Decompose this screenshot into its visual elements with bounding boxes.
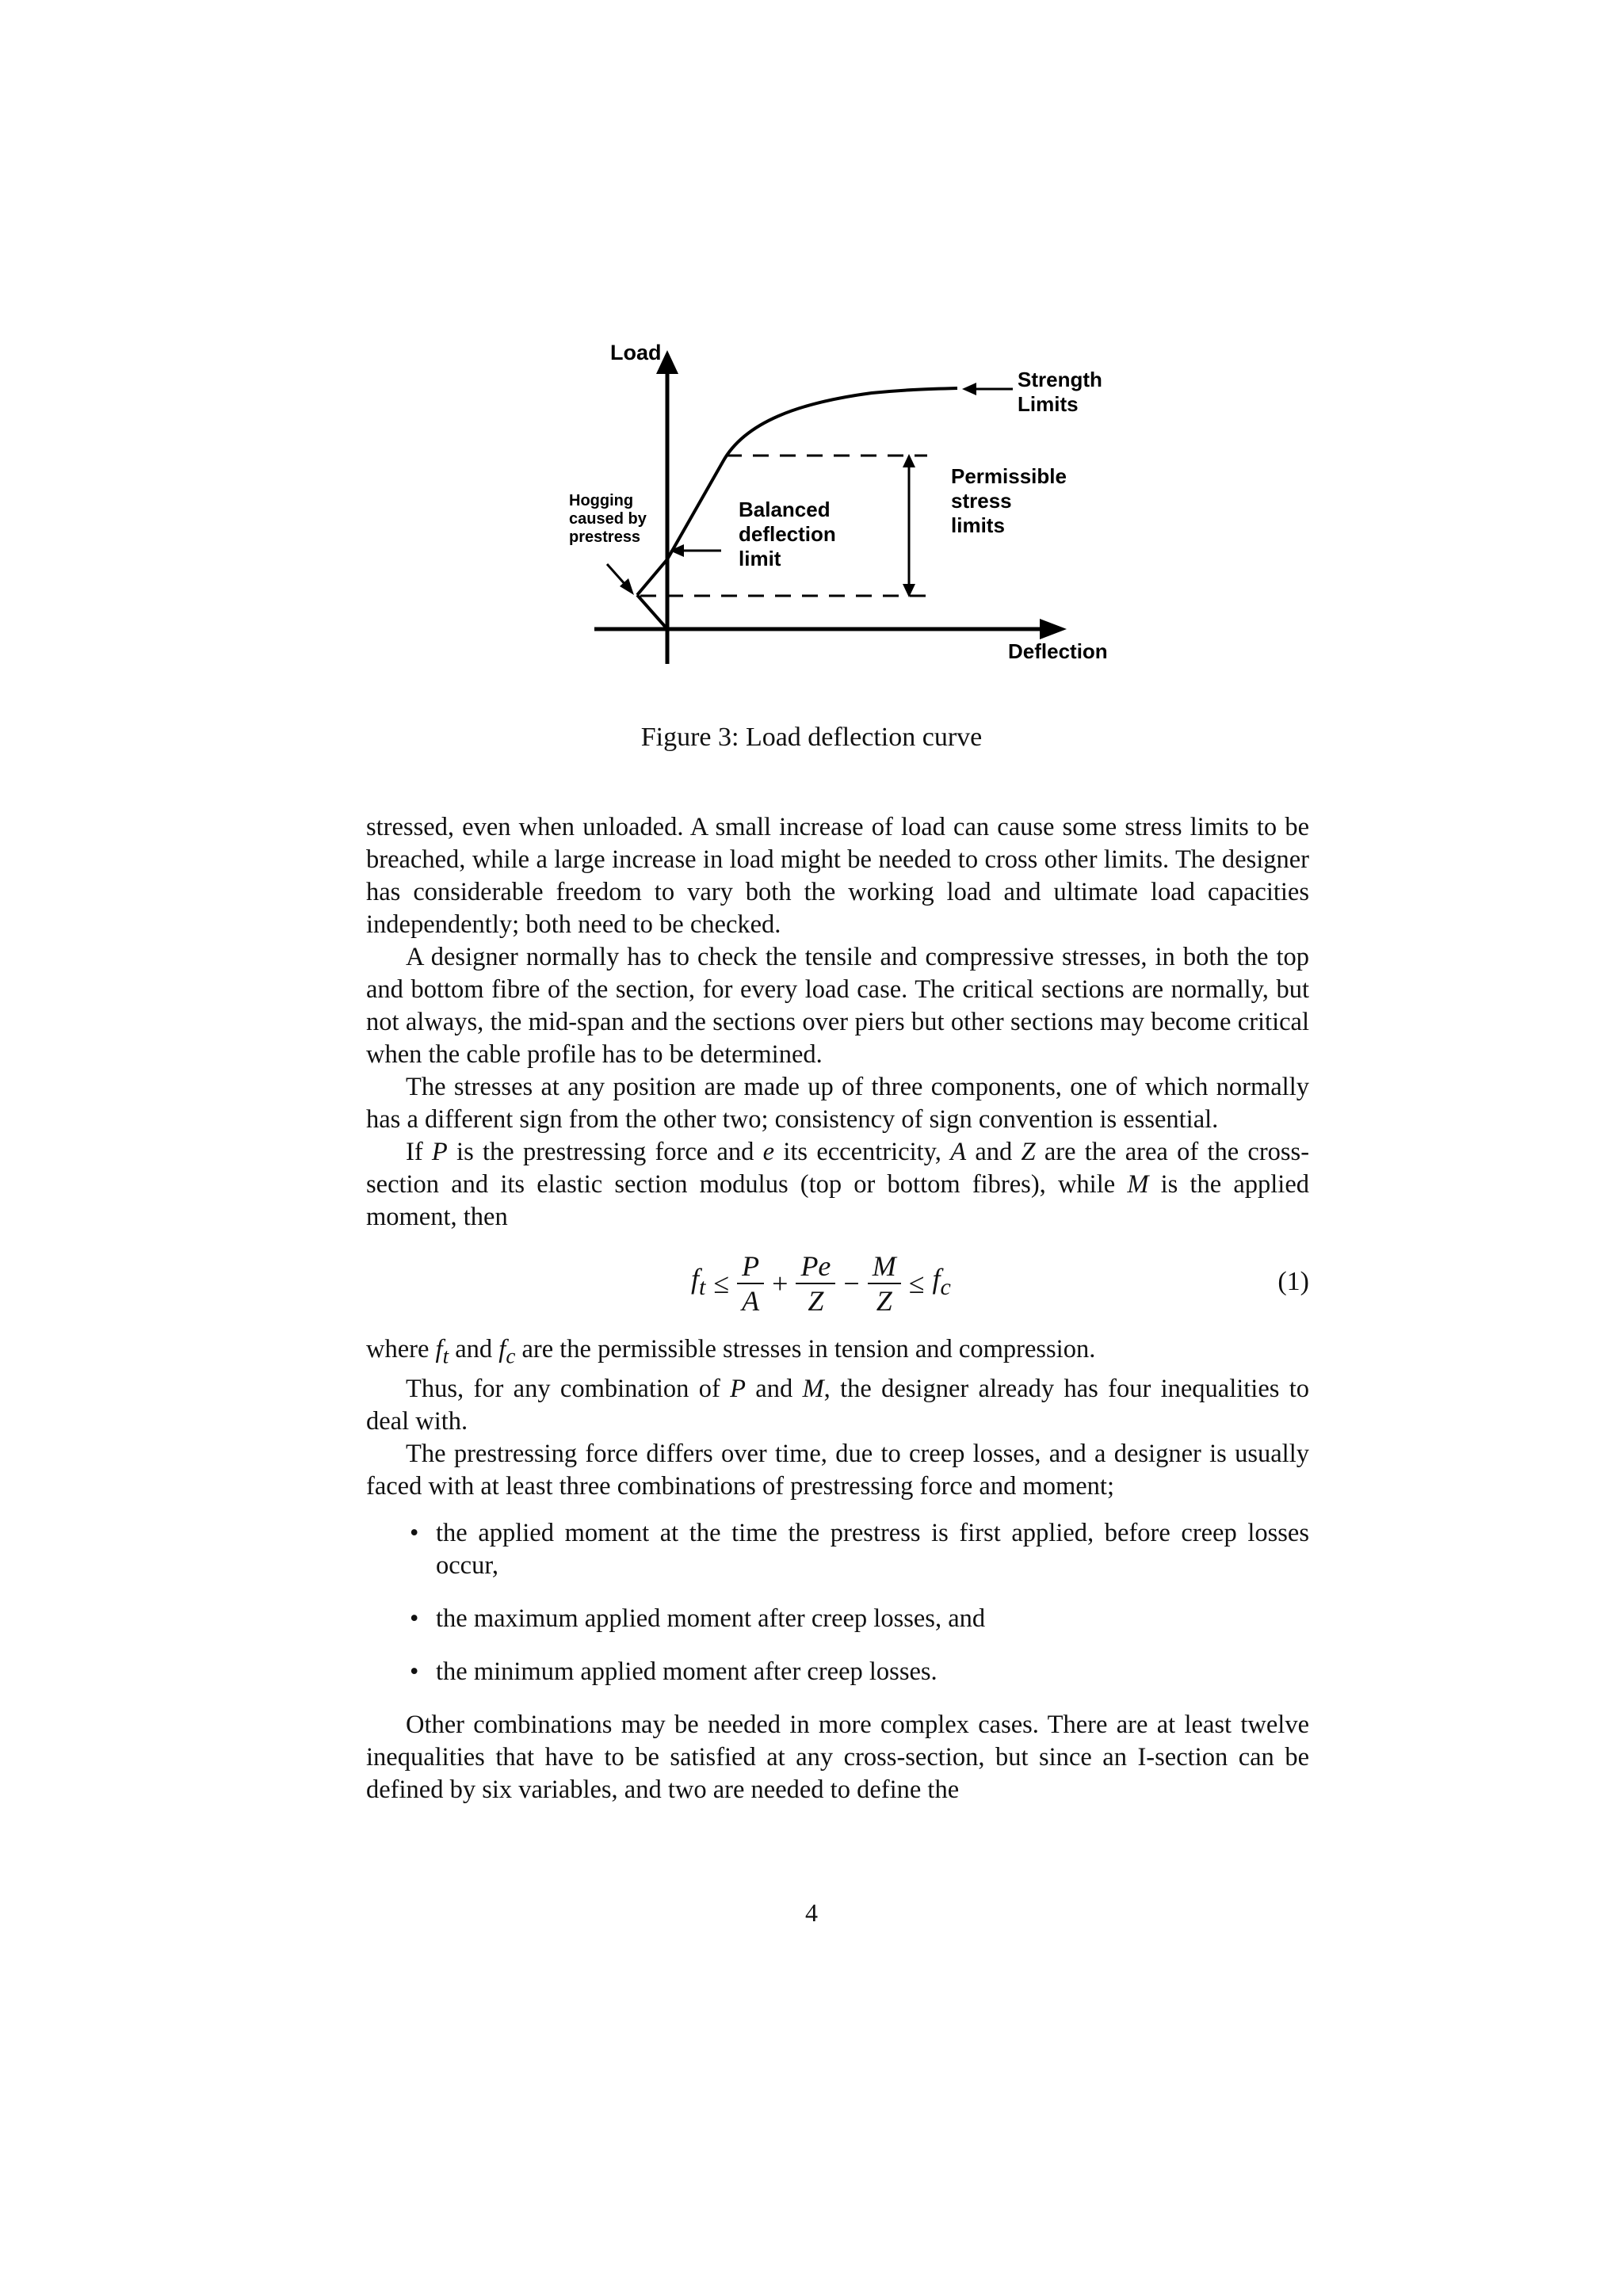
p4-text2: its eccentricity, — [783, 1138, 941, 1166]
hogging-arrow — [607, 564, 626, 585]
load-deflection-figure — [555, 333, 1125, 681]
var-Z: Z — [1021, 1138, 1036, 1166]
p4-text1: is the prestressing force and — [456, 1138, 754, 1166]
figure-caption: Figure 3: Load deflection curve — [640, 723, 983, 752]
deflection-axis-arrowhead — [1040, 619, 1067, 639]
var-A: A — [950, 1138, 967, 1166]
bullet-icon: • — [410, 1657, 419, 1686]
var-P: P — [431, 1138, 448, 1166]
p4-and: and — [975, 1138, 1013, 1166]
equation-number: (1) — [1277, 1267, 1309, 1296]
balanced-deflection-arrowhead — [670, 544, 684, 557]
eq-leq-right: ≤ — [908, 1267, 925, 1299]
var-e: e — [762, 1138, 775, 1166]
eq-fraction-m-over-z: $\frac{M}{Z}$ — [868, 1249, 901, 1318]
p4-if: If — [406, 1138, 423, 1166]
p4-text3: are the area of the cross-section and its elastic section modulus (top or bottom fibres), while — [366, 1138, 1310, 1199]
paragraph-2: A designer normally has to check the tensile and compressive stresses, in both the top and bottom fibre of the section, for every load case. The critical sections are normally, but not always, the mid-span and the sections over piers but other sections may become critical when the cable profile has to be determined. — [366, 943, 1309, 1069]
eq-ft: $f_t$ — [691, 1263, 706, 1301]
hogging-label-line3: prestress — [569, 528, 641, 546]
strength-label-line1: Strength — [1018, 368, 1102, 391]
strength-label-line2: Limits — [1018, 392, 1079, 416]
permissible-label-line2: stress — [951, 489, 1012, 513]
body-text — [366, 811, 1309, 1806]
eq-fc: $f_c$ — [932, 1263, 951, 1301]
strength-limit-arrowhead — [962, 383, 976, 395]
paragraph-8: Other combinations may be needed in more complex cases. There are at least twelve inequalities that have to be satisfied at any cross-section, but since an I-section can be defined by six variables, and two are needed to define the — [366, 1710, 1309, 1804]
paragraph-5: where $f_t$ and $f_c$ are the permissible stresses in tension and compression. — [366, 1335, 1096, 1368]
eq-fraction-p-over-a: $\frac{P}{A}$ — [737, 1249, 764, 1318]
balanced-label-line2: deflection — [739, 522, 836, 546]
paragraph-6: Thus, for any combination of P and M, the designer already has four inequalities to deal with. — [366, 1374, 1310, 1436]
paragraph-1: stressed, even when unloaded. A small increase of load can cause some stress limits to be breached, while a large increase in load might be needed to cross other limits. The designer has considerable freedom to vary both the working load and ultimate load capacities independently; both need to be checked. — [366, 813, 1309, 939]
equation-body — [691, 1249, 951, 1318]
list-item: • the applied moment at the time the prestress is first applied, before creep losses occur, — [410, 1518, 1309, 1580]
p4-text4: is the applied moment, then — [366, 1170, 1310, 1231]
hogging-segment — [637, 595, 667, 629]
eq-fraction-pe-over-z: $\frac{Pe}{Z}$ — [796, 1249, 835, 1318]
bullet-list — [366, 1517, 1309, 1688]
load-deflection-diagram — [555, 333, 1125, 681]
var-M: M — [1127, 1170, 1149, 1199]
load-axis-label: Load — [610, 341, 662, 364]
balanced-label-line1: Balanced — [739, 498, 831, 521]
eq-plus: + — [772, 1267, 789, 1299]
paragraph-4 — [366, 1136, 1309, 1234]
page-number: 4 — [805, 1898, 818, 1927]
list-item: • the maximum applied moment after creep losses, and — [366, 1603, 1309, 1635]
paragraph-3: The stresses at any position are made up of three components, one of which normally has a different sign from the other two; consistency of sign convention is essential. — [366, 1073, 1309, 1134]
deflection-axis-label: Deflection — [1008, 639, 1108, 663]
eq-minus: − — [843, 1267, 860, 1299]
paragraph-7: The prestressing force differs over time, due to creep losses, and a designer is usually faced with at least three combinations of prestressing force and moment; — [366, 1439, 1309, 1501]
equation-1 — [366, 1241, 1309, 1329]
permissible-arrow-top — [903, 454, 915, 467]
bullet-icon: • — [410, 1604, 419, 1633]
bullet-icon: • — [410, 1518, 419, 1547]
hogging-label-line2: caused by — [569, 510, 647, 528]
eq-leq-left: ≤ — [713, 1267, 730, 1299]
permissible-label-line3: limits — [951, 513, 1005, 537]
balanced-label-line3: limit — [739, 547, 781, 570]
hogging-label-line1: Hogging — [569, 492, 634, 509]
list-item: • the minimum applied moment after creep losses. — [366, 1656, 1309, 1688]
permissible-label-line1: Permissible — [951, 464, 1067, 488]
